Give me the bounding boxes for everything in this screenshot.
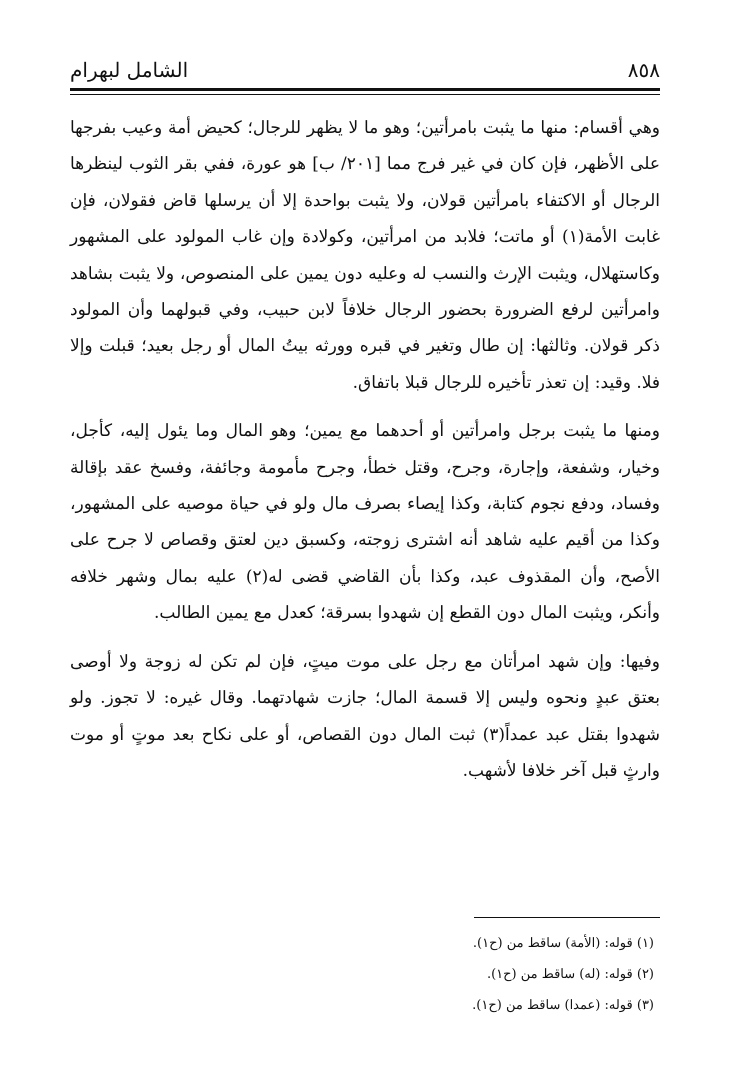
header-rule-thin <box>70 94 660 95</box>
main-text <box>70 110 660 801</box>
running-title: الشامل لبهرام <box>70 58 189 82</box>
header-rule-thick <box>70 88 660 91</box>
paragraph-3: وفيها: وإن شهد امرأتان مع رجل على موت ميتٍ، فإن لم تكن له زوجة ولا أوصى بعتق عبدٍ ونحوه وليس إلا قسمة المال؛ جازت شهادتهما. وقال غيره: لا تجوز. ولو شهدوا بقتل عبد عمداً(٣) ثبت المال دون القصاص، أو على نكاح بعد موتٍ أو موت وارثٍ قبل آخر خلافا لأشهب. <box>70 651 661 781</box>
footnote-1: (١) قوله: (الأمة) ساقط من (ح١). <box>472 936 654 951</box>
footnotes <box>70 928 660 1021</box>
footnote-separator <box>474 917 660 918</box>
page-number: ٨٥٨ <box>627 58 660 82</box>
footnote-3: (٣) قوله: (عمدا) ساقط من (ح١). <box>472 998 654 1013</box>
footnote-2: (٢) قوله: (له) ساقط من (ح١). <box>486 967 654 982</box>
paragraph-1: وهي أقسام: منها ما يثبت بامرأتين؛ وهو ما لا يظهر للرجال؛ كحيض أمة وعيب بفرجها على الأظهر، فإن كان في غير فرج مما [٢٠١/ ب] هو عورة، ففي بقر الثوب لينظرها الرجال أو الاكتفاء بامرأتين قولان، ولا يثبت بواحدة إلا أن يرسلها قاض فقولان، فإن غابت الأمة(١) أو ماتت؛ فلابد من امرأتين، وكولادة وإن غاب المولود على المشهور وكاستهلال، ويثبت الإرث والنسب له وعليه دون يمين على المنصوص، ولا يثبت بشاهد وامرأتين لرفع الضرورة بحضور الرجال خلافاً لابن حبيب، وفي قبولهما وأن المولود ذكر قولان. وثالثها: إن طال وتغير في قبره وورثه بيتُ المال أو رجل بعيد؛ قبلت وإلا فلا. وقيد: إن تعذر تأخيره للرجال قبلا باتفاق. <box>70 118 660 393</box>
paragraph-2: ومنها ما يثبت برجل وامرأتين أو أحدهما مع يمين؛ وهو المال وما يئول إليه، كأجل، وخيار، وشفعة، وإجارة، وجرح، وقتل خطأ، وجرح مأمومة وجائفة، وفسخ عقد بإقالة وفساد، ودفع نجوم كتابة، وكذا إيصاء بصرف مال ولو في حياة موصيه على المشهور، وكذا من أقيم عليه شاهد أنه اشترى زوجته، وكسبق دين لعتق وقصاص لا جرح على الأصح، وأن المقذوف عبد، وكذا بأن القاضي قضى له(٢) عليه بمال وشهر خلافه وأنكر، ويثبت المال دون القطع إن شهدوا بسرقة؛ كعدل مع يمين الطالب. <box>70 421 660 624</box>
